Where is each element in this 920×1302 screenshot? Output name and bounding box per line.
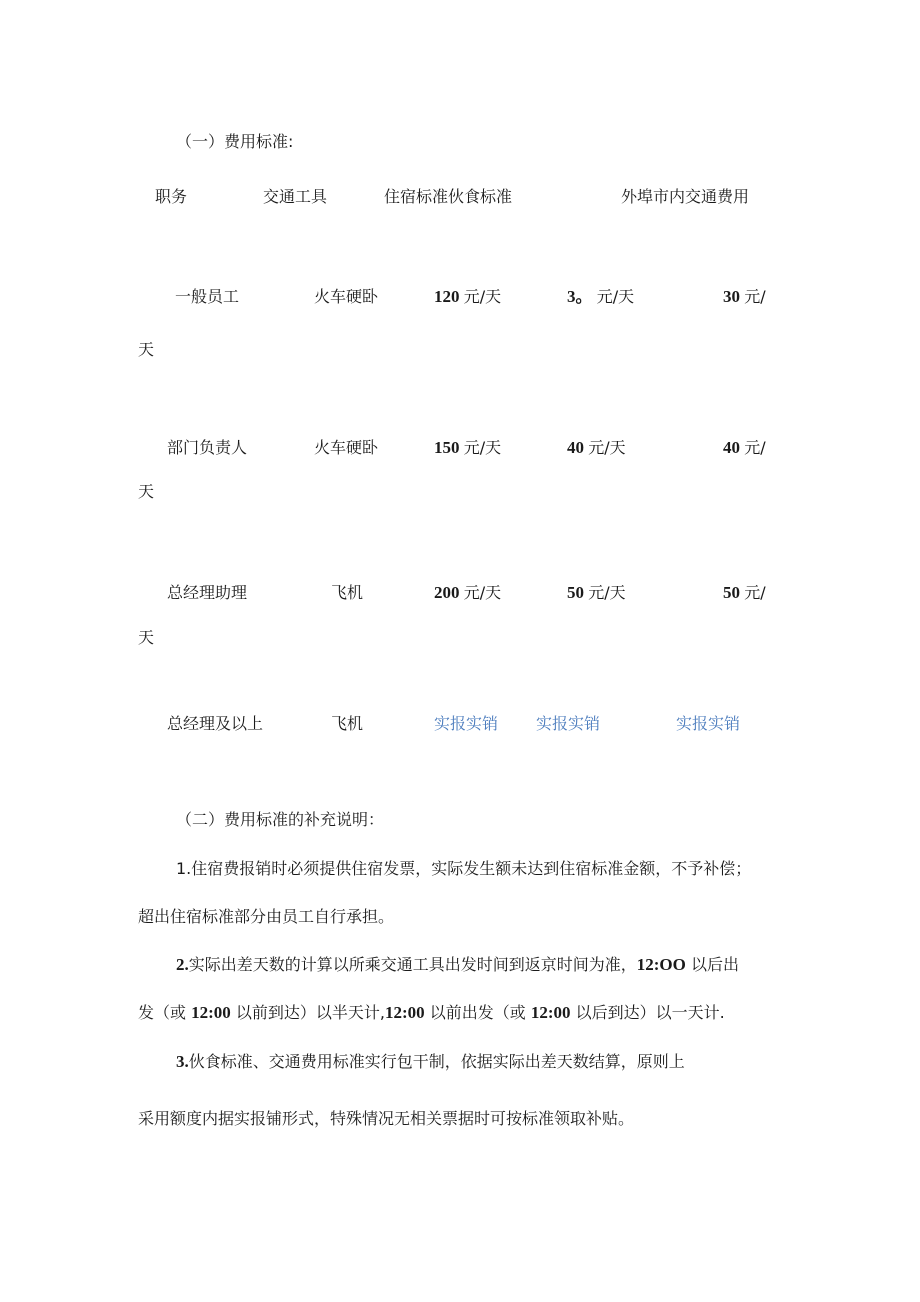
local-value: 50 [723, 583, 740, 602]
lodging-value: 150 [434, 438, 460, 457]
meal-unit: 元/天 [588, 583, 626, 602]
header-local-transport: 外埠市内交通费用 [621, 187, 750, 206]
item2-time: 12:00 [530, 1003, 571, 1022]
meal-value: 3。 [567, 287, 593, 306]
header-lodging-meal: 住宿标准伙食标准 [384, 187, 513, 206]
item2-line1 [176, 956, 846, 973]
item2-text-d: 以前到达）以半天计, [230, 1003, 385, 1022]
table-row-meal [567, 584, 626, 601]
table-row-transport: 火车硬卧 [314, 438, 379, 457]
item3-line2: 采用额度内据实报铺形式，特殊情况无相关票据时可按标准领取补贴。 [138, 1109, 635, 1128]
item2-text-a: 实际出差天数的计算以所乘交通工具出发时间到返京时间为准， [188, 955, 637, 974]
table-row-role: 部门负责人 [167, 438, 248, 457]
item2-text-e: 以前出发（或 [424, 1003, 531, 1022]
local-unit: 元/ [744, 583, 766, 602]
meal-unit: 元/天 [596, 287, 635, 306]
table-row-lodging [434, 439, 501, 456]
meal-value: 40 [567, 438, 584, 457]
item3-line1 [176, 1053, 846, 1070]
item2-text-f: 以后到达）以一天计. [570, 1003, 725, 1022]
table-row-meal-actual: 实报实销 [536, 714, 601, 733]
table-row-local [723, 288, 766, 305]
item1-line1: 1.住宿费报销时必须提供住宿发票，实际发生额未达到住宿标准金额，不予补偿； [176, 859, 752, 878]
section2-heading: （二）费用标准的补充说明： [176, 810, 385, 829]
table-row-lodging [434, 584, 501, 601]
lodging-value: 120 [434, 287, 460, 306]
item2-text-b: 以后出 [685, 955, 739, 974]
lodging-unit: 元/天 [463, 287, 502, 306]
table-row-lodging [434, 288, 501, 305]
table-row-role: 总经理及以上 [167, 714, 264, 733]
table-row-meal [567, 288, 634, 305]
lodging-unit: 元/天 [463, 438, 502, 457]
table-row-local-actual: 实报实销 [676, 714, 741, 733]
local-value: 30 [723, 287, 740, 306]
table-row-wrap: 天 [138, 340, 155, 359]
item2-text-c: 发（或 [138, 1003, 192, 1022]
table-row-lodging-actual: 实报实销 [434, 714, 499, 733]
item2-time: 12:00 [384, 1003, 425, 1022]
table-row-meal [567, 439, 626, 456]
meal-value: 50 [567, 583, 584, 602]
item1-line2: 超出住宿标准部分由员工自行承担。 [138, 907, 395, 926]
table-row-transport: 飞机 [331, 583, 364, 602]
table-row-role: 一般员工 [175, 287, 240, 306]
lodging-unit: 元/天 [463, 583, 502, 602]
item2-time: 12:00 [191, 1003, 231, 1022]
lodging-value: 200 [434, 583, 460, 602]
table-row-wrap: 天 [138, 628, 155, 647]
meal-unit: 元/天 [588, 438, 626, 457]
table-row-transport: 火车硬卧 [314, 287, 379, 306]
header-transport: 交通工具 [263, 187, 328, 206]
local-unit: 元/ [744, 287, 766, 306]
table-row-local [723, 439, 766, 456]
local-value: 40 [723, 438, 740, 457]
table-row-local [723, 584, 766, 601]
table-row-role: 总经理助理 [167, 583, 248, 602]
table-row-transport: 飞机 [331, 714, 364, 733]
section1-heading: （一）费用标准: [176, 132, 294, 151]
local-unit: 元/ [744, 438, 766, 457]
item2-line2 [138, 1004, 808, 1021]
item2-time: 12:OO [636, 955, 686, 974]
item3-text: 伙食标准、交通费用标准实行包干制，依据实际出差天数结算，原则上 [188, 1052, 685, 1071]
item2-number: 2. [176, 955, 189, 974]
header-position: 职务 [155, 187, 188, 206]
item3-number: 3. [176, 1052, 189, 1071]
table-row-wrap: 天 [138, 482, 155, 501]
